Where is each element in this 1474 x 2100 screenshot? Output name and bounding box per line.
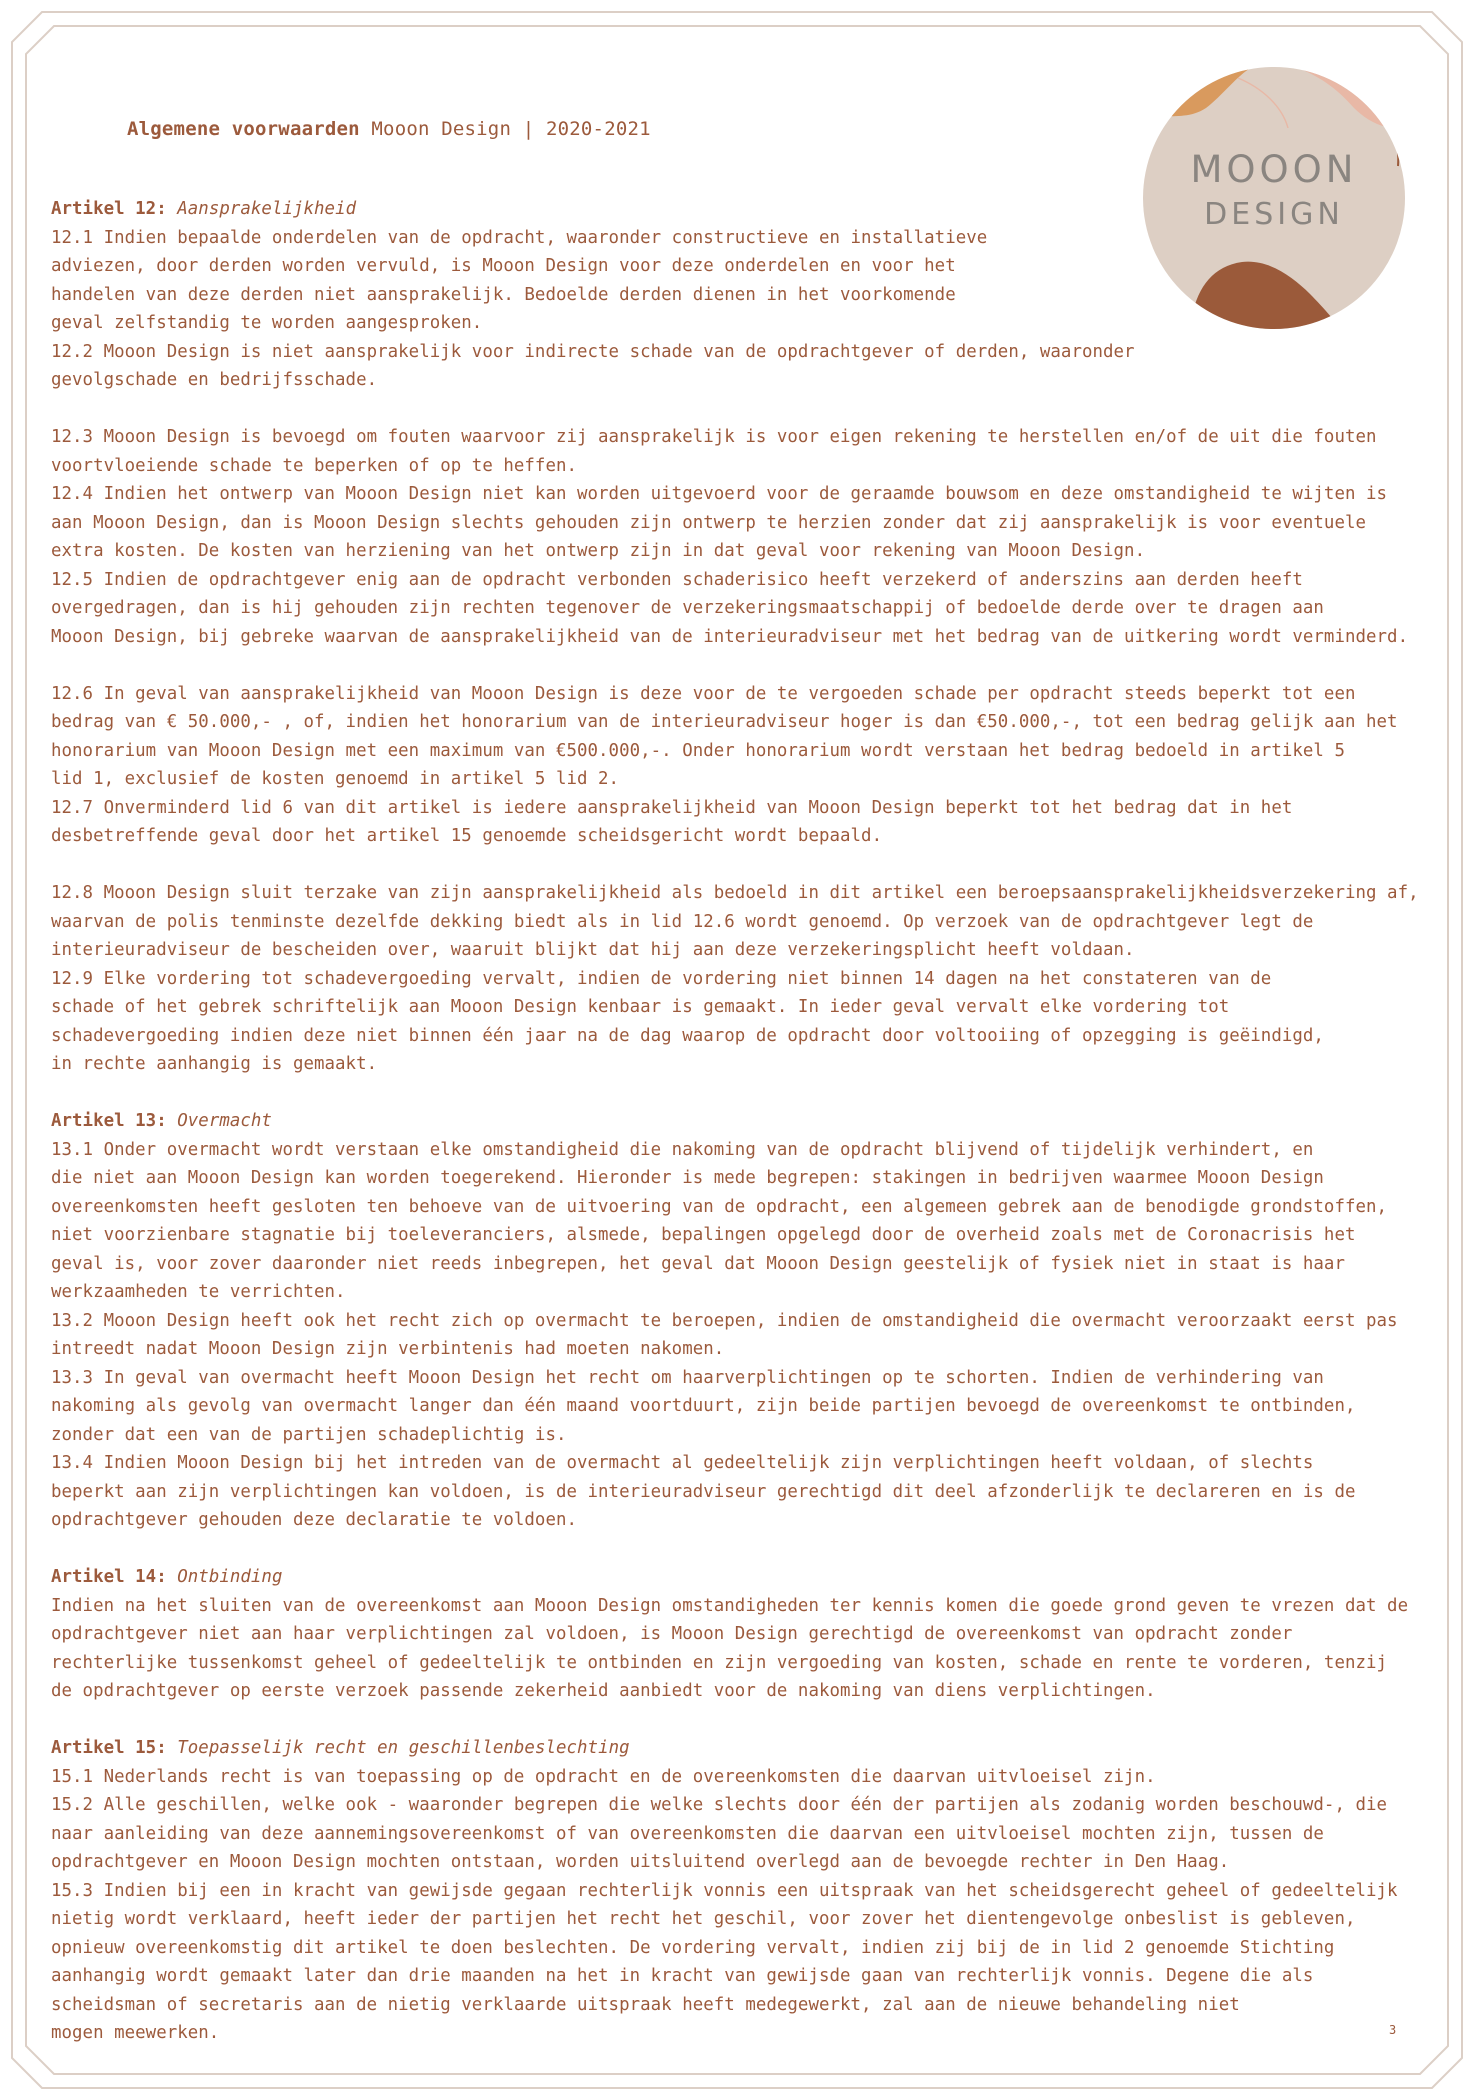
paragraph-line: werkzaamheden te verrichten. bbox=[51, 1282, 346, 1302]
paragraph-line: intreedt nadat Mooon Design zijn verbintenis had moeten nakomen. bbox=[51, 1339, 725, 1359]
paragraph-line: Mooon Design, bij gebreke waarvan de aansprakelijkheid van de interieuradviseur met het bedrag van de uitkering wordt verminderd. bbox=[51, 626, 1409, 647]
paragraph-line: naar aanleiding van deze aannemingsovereenkomst of van overeenkomsten die daarvan een uitvloeisel mochten zijn, tussen de bbox=[51, 1823, 1324, 1844]
paragraph-line: opdrachtgever niet aan haar verplichtingen zal voldoen, is Mooon Design gerechtigd de overeenkomst van opdracht zonder bbox=[51, 1624, 1293, 1644]
paragraph-line: 15.1 Nederlands recht is van toepassing op de opdracht en de overeenkomsten die daarvan uitvloeisel zijn. bbox=[51, 1766, 1156, 1787]
paragraph-line: 12.6 In geval van aansprakelijkheid van Mooon Design is deze voor de te vergoeden schade per opdracht steeds beperkt tot een bbox=[51, 683, 1356, 704]
article-label: Artikel 13: bbox=[51, 1111, 167, 1131]
article-title: Overmacht bbox=[177, 1111, 272, 1131]
paragraph-line: geval is, voor zover daaronder niet reeds inbegrepen, het geval dat Mooon Design geestelijk of fysiek niet in staat is haar bbox=[51, 1253, 1345, 1274]
article-heading bbox=[51, 1734, 1431, 1763]
paragraph-line bbox=[51, 1535, 1431, 1564]
paragraph-line: nietig wordt verklaard, heeft ieder der partijen het recht het geschil, voor zover het dientengevolge onbeslist is gebleven, bbox=[51, 1909, 1356, 1929]
paragraph-line: scheidsman of secretaris aan de nietig verklaarde uitspraak heeft medegewerkt, zal aan de nieuwe behandeling niet bbox=[51, 1994, 1240, 2015]
paragraph-line: schade of het gebrek schriftelijk aan Mooon Design kenbaar is gemaakt. In ieder geval vervalt elke vordering tot bbox=[51, 997, 1230, 1017]
paragraph-line: zonder dat een van de partijen schadeplichtig is. bbox=[51, 1424, 567, 1445]
logo-text-mooon: MOOON bbox=[1190, 148, 1358, 191]
paragraph-line: overeenkomsten heeft gesloten ten behoeve van de uitvoering van de opdracht, een algemeen gebrek aan de benodigde grondstoffen, bbox=[51, 1196, 1388, 1217]
paragraph-line: 12.4 Indien het ontwerp van Mooon Design niet kan worden uitgevoerd voor de geraamde bouwsom en deze omstandigheid te wijten is bbox=[51, 484, 1388, 504]
paragraph-line: gevolgschade en bedrijfsschade. bbox=[51, 370, 378, 390]
paragraph-line bbox=[51, 395, 1431, 424]
article-title: Aansprakelijkheid bbox=[177, 199, 357, 219]
paragraph-line: overgedragen, dan is hij gehouden zijn rechten tegenover de verzekeringsmaatschappij of bedoelde derde over te dragen aan bbox=[51, 598, 1324, 618]
paragraph-line: nakoming als gevolg van overmacht langer dan één maand voortduurt, zijn beide partijen bevoegd de overeenkomst te ontbinden, bbox=[51, 1396, 1356, 1416]
paragraph-line: geval zelfstandig te worden aangesproken. bbox=[51, 313, 483, 333]
paragraph-line: schadevergoeding indien deze niet binnen één jaar na de dag waarop de opdracht door voltooiing of opzegging is geëindigd, bbox=[51, 1025, 1324, 1046]
paragraph-line: opdrachtgever gehouden deze declaratie te voldoen. bbox=[51, 1510, 578, 1530]
paragraph-line: lid 1, exclusief de kosten genoemd in artikel 5 lid 2. bbox=[51, 769, 620, 789]
page-title-rest: Mooon Design | 2020-2021 bbox=[359, 118, 651, 140]
article-heading bbox=[51, 1563, 1431, 1592]
paragraph-line: 12.2 Mooon Design is niet aansprakelijk voor indirecte schade van de opdrachtgever of derden, waaronder bbox=[51, 341, 1135, 362]
paragraph-line: aanhangig wordt gemaakt later dan drie maanden na het in kracht van gewijsde gaan van rechterlijk vonnis. Degene die als bbox=[51, 1966, 1314, 1986]
paragraph-line: 12.5 Indien de opdrachtgever enig aan de opdracht verbonden schaderisico heeft verzekerd of anderszins aan derden heeft bbox=[51, 569, 1303, 590]
document-body bbox=[51, 195, 1431, 2048]
paragraph-line: interieuradviseur de bescheiden over, waaruit blijkt dat hij aan deze verzekeringsplicht heeft voldaan. bbox=[51, 940, 1135, 960]
article-label: Artikel 15: bbox=[51, 1738, 167, 1758]
article-label: Artikel 14: bbox=[51, 1567, 167, 1587]
paragraph-line: desbetreffende geval door het artikel 15 genoemde scheidsgericht wordt bepaald. bbox=[51, 826, 883, 846]
paragraph-line: Indien na het sluiten van de overeenkomst aan Mooon Design omstandigheden ter kennis komen die goede grond geven te vrezen dat de bbox=[51, 1595, 1409, 1616]
paragraph-line bbox=[51, 851, 1431, 880]
paragraph-line: 13.1 Onder overmacht wordt verstaan elke omstandigheid die nakoming van de opdracht blijvend of tijdelijk verhindert, en bbox=[51, 1139, 1314, 1160]
paragraph-line: opnieuw overeenkomstig dit artikel te doen beslechten. De vordering vervalt, indien zij bij de in lid 2 genoemde Stichting bbox=[51, 1937, 1335, 1958]
paragraph-line: honorarium van Mooon Design met een maximum van €500.000,-. Onder honorarium wordt verstaan het bedrag bedoeld in artikel 5 bbox=[51, 740, 1345, 761]
paragraph-line: 15.2 Alle geschillen, welke ook - waaronder begrepen die welke slechts door één der partijen als zodanig worden beschouwd-, die bbox=[51, 1795, 1388, 1815]
article-title: Ontbinding bbox=[177, 1567, 283, 1587]
paragraph-line: 12.3 Mooon Design is bevoegd om fouten waarvoor zij aansprakelijk is voor eigen rekening te herstellen en/of de uit die fouten bbox=[51, 427, 1377, 447]
logo-text-design: DESIGN bbox=[1204, 197, 1344, 232]
paragraph-line: 13.2 Mooon Design heeft ook het recht zich op overmacht te beroepen, indien de omstandigheid die overmacht veroorzaakt eerst pas bbox=[51, 1310, 1398, 1331]
paragraph-line: niet voorzienbare stagnatie bij toeleveranciers, alsmede, bepalingen opgelegd door de overheid zoals met de Coronacrisis het bbox=[51, 1225, 1356, 1245]
paragraph-line: extra kosten. De kosten van herziening van het ontwerp zijn in dat geval voor rekening van Mooon Design. bbox=[51, 541, 1146, 561]
article-heading bbox=[51, 1107, 1431, 1136]
paragraph-line: adviezen, door derden worden vervuld, is Mooon Design voor deze onderdelen en voor het bbox=[51, 256, 956, 276]
paragraph-line: de opdrachtgever op eerste verzoek passende zekerheid aanbiedt voor de nakoming van diens verplichtingen. bbox=[51, 1681, 1156, 1701]
paragraph-line: bedrag van € 50.000,- , of, indien het honorarium van de interieuradviseur hoger is dan €50.000,-, tot een bedrag gelijk aan het bbox=[51, 712, 1398, 732]
paragraph-line: 12.9 Elke vordering tot schadevergoeding vervalt, indien de vordering niet binnen 14 dagen na het constateren van de bbox=[51, 968, 1272, 989]
page-title bbox=[127, 118, 651, 140]
paragraph-line: rechterlijke tussenkomst geheel of gedeeltelijk te ontbinden en zijn vergoeding van kosten, schade en rente te vorderen, tenzij bbox=[51, 1652, 1388, 1673]
paragraph-line: waarvan de polis tenminste dezelfde dekking biedt als in lid 12.6 wordt genoemd. Op verzoek van de opdrachtgever legt de bbox=[51, 911, 1314, 932]
article-label: Artikel 12: bbox=[51, 199, 167, 219]
paragraph-line: in rechte aanhangig is gemaakt. bbox=[51, 1054, 378, 1074]
paragraph-line: 12.1 Indien bepaalde onderdelen van de opdracht, waaronder constructieve en installatieve bbox=[51, 227, 988, 248]
paragraph-line: handelen van deze derden niet aansprakelijk. Bedoelde derden dienen in het voorkomende bbox=[51, 284, 956, 305]
paragraph-line: die niet aan Mooon Design kan worden toegerekend. Hieronder is mede begrepen: stakingen in bedrijven waarmee Mooon Design bbox=[51, 1168, 1324, 1188]
paragraph-line: 12.7 Onverminderd lid 6 van dit artikel is iedere aansprakelijkheid van Mooon Design beperkt tot het bedrag dat in het bbox=[51, 797, 1293, 818]
article-heading bbox=[51, 195, 1431, 224]
paragraph-line: 13.3 In geval van overmacht heeft Mooon Design het recht om haarverplichtingen op te schorten. Indien de verhindering van bbox=[51, 1367, 1324, 1388]
paragraph-line bbox=[51, 1079, 1431, 1108]
paragraph-line: 13.4 Indien Mooon Design bij het intreden van de overmacht al gedeeltelijk zijn verplichtingen heeft voldaan, of slechts bbox=[51, 1453, 1314, 1473]
page-title-bold: Algemene voorwaarden bbox=[127, 118, 360, 140]
paragraph-line: 12.8 Mooon Design sluit terzake van zijn aansprakelijkheid als bedoeld in dit artikel een beroepsaansprakelijkheidsverzekering af, bbox=[51, 883, 1419, 903]
paragraph-line: 15.3 Indien bij een in kracht van gewijsde gegaan rechterlijk vonnis een uitspraak van het scheidsgerecht geheel of gedeeltelijk bbox=[51, 1880, 1398, 1901]
page-number: 3 bbox=[1389, 2023, 1397, 2037]
paragraph-line: beperkt aan zijn verplichtingen kan voldoen, is de interieuradviseur gerechtigd dit deel afzonderlijk te declareren en is de bbox=[51, 1481, 1356, 1502]
paragraph-line: mogen meewerken. bbox=[51, 2023, 220, 2043]
paragraph-line: aan Mooon Design, dan is Mooon Design slechts gehouden zijn ontwerp te herzien zonder dat zij aansprakelijk is voor eventuele bbox=[51, 512, 1367, 533]
article-title: Toepasselijk recht en geschillenbeslechting bbox=[177, 1738, 630, 1758]
paragraph-line bbox=[51, 1706, 1431, 1735]
paragraph-line: voortvloeiende schade te beperken of op te heffen. bbox=[51, 455, 578, 476]
paragraph-line: opdrachtgever en Mooon Design mochten ontstaan, worden uitsluitend overlegd aan de bevoegde rechter in Den Haag. bbox=[51, 1852, 1230, 1872]
paragraph-line bbox=[51, 651, 1431, 680]
